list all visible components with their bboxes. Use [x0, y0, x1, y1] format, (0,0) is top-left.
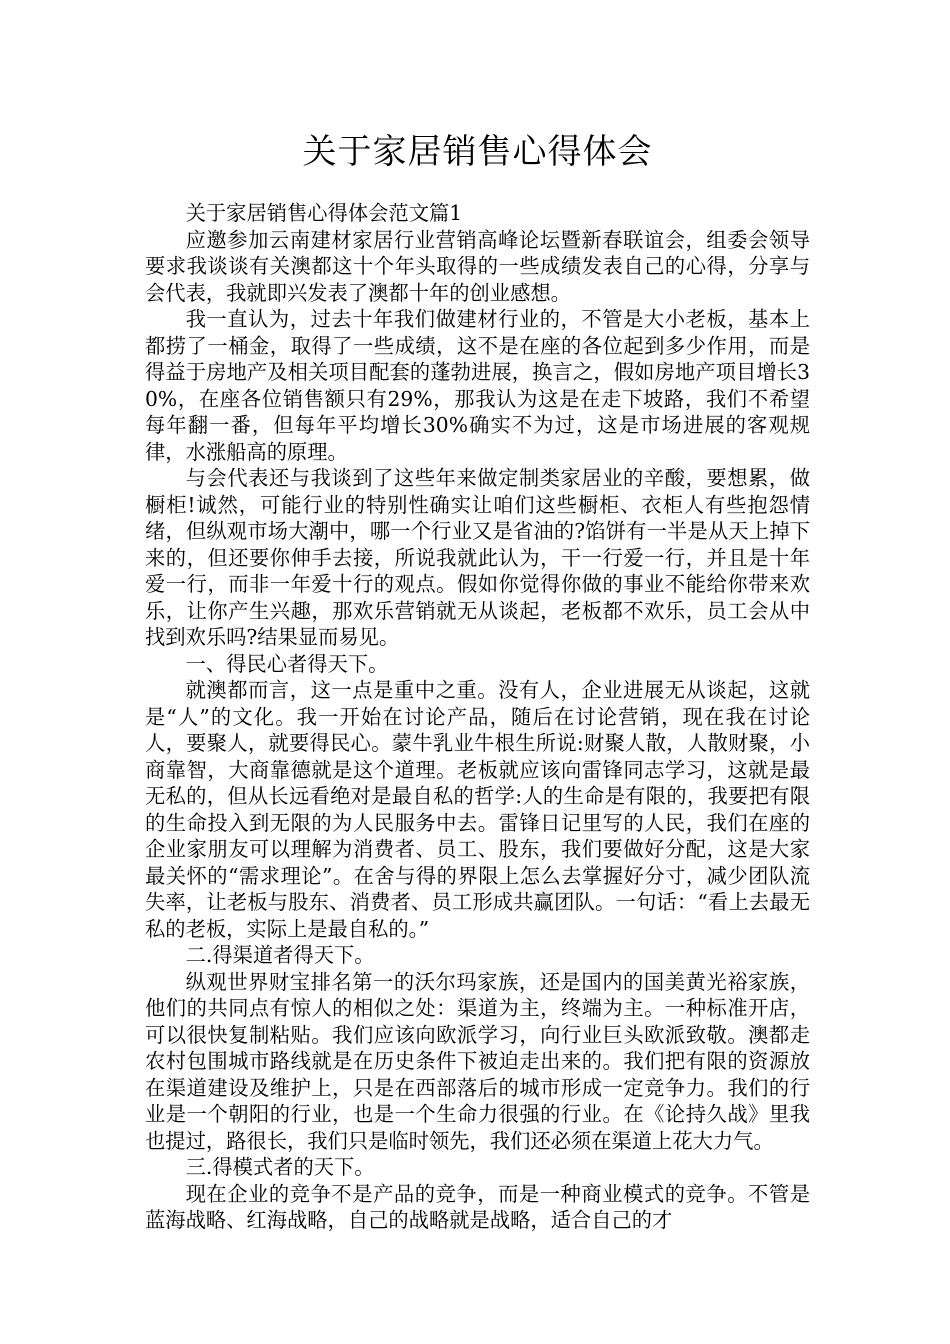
- paragraph: 就澳都而言，这一点是重中之重。没有人，企业进展无从谈起，这就是“人”的文化。我一开始在讨论产品，随后在讨论营销，现在我在讨论人，要聚人，就要得民心。蒙牛乳业牛根生所说:财聚人散，人散财聚，小商靠智，大商靠德就是这个道理。老板就应该向雷锋同志学习，这就是最无私的，但从长远看绝对是最自私的哲学:人的生命是有限的，我要把有限的生命投入到无限的为人民服务中去。雷锋日记里写的人民，我们在座的企业家朋友可以理解为消费者、员工、股东，我们要做好分配，这是大家最关怀的“需求理论”。在舍与得的界限上怎么去掌握好分寸，减少团队流失率，让老板与股东、消费者、员工形成共赢团队。一句话：“看上去最无私的老板，实际上是最自私的。”: [145, 678, 810, 941]
- paragraph-heading-article: 关于家居销售心得体会范文篇1: [185, 201, 463, 225]
- paragraph: 应邀参加云南建材家居行业营销高峰论坛暨新春联谊会，组委会领导要求我谈谈有关澳都这十个年头取得的一些成绩发表自己的心得，分享与会代表，我就即兴发表了澳都十年的创业感想。: [145, 227, 810, 305]
- section-heading: 三.得模式者的天下。: [185, 1155, 375, 1179]
- document-page: [145, 0, 810, 1234]
- paragraph: 现在企业的竞争不是产品的竞争，而是一种商业模式的竞争。不管是蓝海战略、红海战略，自己的战略就是战略，适合自己的才: [145, 1181, 810, 1232]
- paragraph: 与会代表还与我谈到了这些年来做定制类家居业的辛酸，要想累，做橱柜!诚然，可能行业的特别性确实让咱们这些橱柜、衣柜人有些抱怨情绪，但纵观市场大潮中，哪一个行业又是省油的?馅饼有一半是从天上掉下来的，但还要你伸手去接，所说我就此认为，干一行爱一行，并且是十年爱一行，而非一年爱十行的观点。假如你觉得你做的事业不能给你带来欢乐，让你产生兴趣，那欢乐营销就无从谈起，老板都不欢乐，员工会从中找到欢乐吗?结果显而易见。: [145, 466, 810, 649]
- document-title: 关于家居销售心得体会: [302, 132, 653, 172]
- section-heading: 一、得民心者得天下。: [185, 651, 389, 676]
- document-body: [145, 200, 810, 1234]
- section-heading: 二.得渠道者得天下。: [185, 943, 375, 967]
- paragraph: 我一直认为，过去十年我们做建材行业的，不管是大小老板，基本上都捞了一桶金，取得了一些成绩，这不是在座的各位起到多少作用，而是得益于房地产及相关项目配套的蓬勃进展，换言之，假如房地产项目增长30%，在座各位销售额只有29%，那我认为这是在走下坡路，我们不希望每年翻一番，但每年平均增长30%确实不为过，这是市场进展的客观规律，水涨船高的原理。: [145, 307, 810, 464]
- paragraph: 纵观世界财宝排名第一的沃尔玛家族，还是国内的国美黄光裕家族，他们的共同点有惊人的相似之处：渠道为主，终端为主。一种标准开店，可以很快复制粘贴。我们应该向欧派学习，向行业巨头欧派致敬。澳都走农村包围城市路线就是在历史条件下被迫走出来的。我们把有限的资源放在渠道建设及维护上，只是在西部落后的城市形成一定竞争力。我们的行业是一个朝阳的行业，也是一个生命力很强的行业。在《论持久战》里我也提过，路很长，我们只是临时领先，我们还必须在渠道上花大力气。: [145, 969, 810, 1153]
